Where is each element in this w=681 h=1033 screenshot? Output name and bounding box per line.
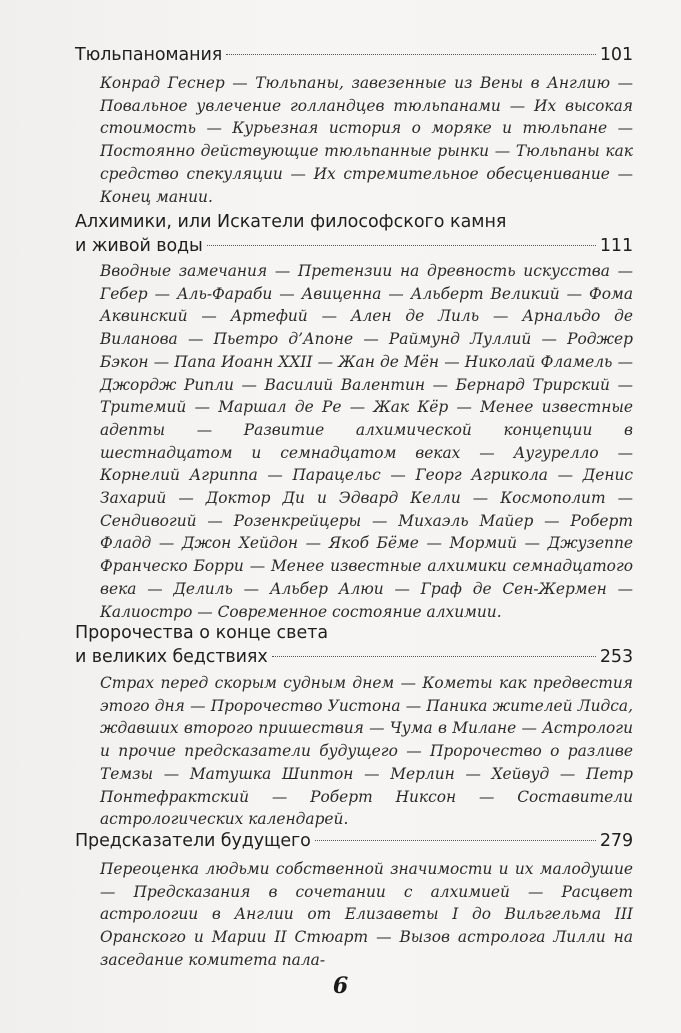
toc-page-number: 101	[599, 45, 633, 65]
toc-description: Переоценка людьми собственной значимости и их малодушие — Предсказания в сочетании с алхимией — Расцвет астрологии в Англии от Елизаветы I до Вильгельма III Оранского и Марии II Стюарт — Вызов астролога Лилли на заседание комитета пала-	[100, 860, 633, 969]
toc-title: Тюльпаномания	[75, 45, 223, 65]
toc-title-first-line: Пророчества о конце света	[75, 623, 329, 643]
toc-description: Вводные замечания — Претензии на древность искусства — Гебер — Аль-Фараби — Авиценна — Альберт Великий — Фома Аквинский — Артефий — Ален де Лиль — Арнальдо де Виланова — Пьетро д’Апоне — Раймунд Луллий — Роджер Бэкон — Папа Иоанн XXII — Жан де Мён — Николай Фламель — Джордж Рипли — Василий Валентин — Бернард Трирский — Тритемий — Маршал де Ре — Жак Кёр — Менее известные адепты — Развитие алхимической концепции в шестнадцатом и семнадцатом веках — Аугурелло — Корнелий Агриппа — Парацельс — Георг Агрикола — Денис Захарий — Доктор Ди и Эдвард Келли — Космополит — Сендивогий — Розенкрейцеры — Михаэль Майер — Роберт Фладд — Джон Хейдон — Якоб Бёме — Мормий — Джузеппе Франческо Борри — Менее известные алхимики семнадцатого века — Делиль — Альбер Алюи — Граф де Сен-Жермен — Калиостро — Современное состояние алхимии.	[100, 262, 633, 621]
dot-leader	[272, 656, 596, 657]
toc-title: и живой воды	[75, 236, 203, 256]
toc-title-line	[75, 234, 633, 258]
toc-title-first-line: Алхимики, или Искатели философского камня	[75, 212, 507, 232]
dot-leader	[226, 54, 596, 55]
toc-page-number: 279	[599, 831, 633, 851]
page-number-footer: 6	[332, 973, 349, 999]
dot-leader	[207, 245, 596, 246]
toc-title-line	[75, 829, 633, 853]
toc-description: Конрад Геснер — Тюльпаны, завезенные из Вены в Англию — Повальное увлечение голландцев тюльпанами — Их высокая стоимость — Курьезная история о моряке и тюльпане — Постоянно действующие тюльпанные рынки — Тюльпаны как средство спекуляции — Их стремительное обесценивание — Конец мании.	[100, 74, 633, 206]
toc-title-line	[75, 645, 633, 669]
toc-page-number: 253	[599, 647, 633, 667]
toc-title-line	[75, 43, 633, 67]
toc-title: и великих бедствиях	[75, 647, 268, 667]
dot-leader	[315, 840, 596, 841]
toc-title: Предсказатели будущего	[75, 831, 311, 851]
toc-description: Страх перед скорым судным днем — Кометы как предвестия этого дня — Пророчество Уистона — Паника жителей Лидса, ждавших второго пришествия — Чума в Милане — Астрологи и прочие предсказатели будущего — Пророчество о разливе Темзы — Матушка Шиптон — Мерлин — Хейвуд — Петр Понтефрактский — Роберт Никсон — Составители астрологических календарей.	[100, 674, 633, 829]
toc-page-number: 111	[599, 236, 633, 256]
